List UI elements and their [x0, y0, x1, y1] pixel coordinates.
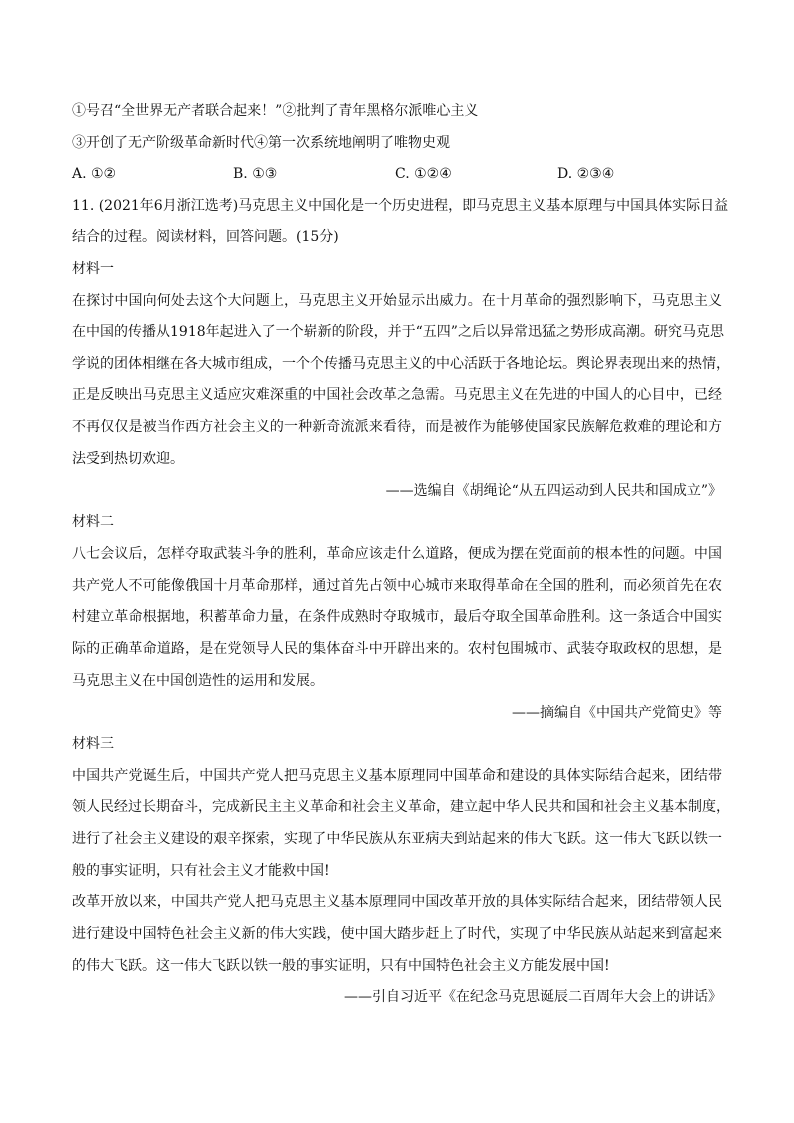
material-3-line: 般的事实证明，只有社会主义才能救中国! — [72, 863, 330, 879]
material-3-line: 领人民经过长期奋斗，完成新民主主义革命和社会主义革命，建立起中华人民共和国和社会主义基本制度， — [72, 799, 730, 815]
material-3-label: 材料三 — [72, 736, 114, 752]
material-3-line: 的伟大飞跃。这一伟大飞跃以铁一般的事实证明，只有中国特色社会主义方能发展中国! — [72, 958, 610, 974]
material-2-line: 村建立革命根据地，积蓄革命力量，在条件成熟时夺取城市，最后夺取全国革命胜利。这一条适合中国实 — [72, 609, 722, 625]
material-1-line: 在中国的传播从1918年起进入了一个崭新的阶段，并于“五四”之后以异常迅猛之势形成高潮。研究马克思 — [72, 324, 724, 340]
option-c[interactable]: C. ①②④ — [395, 166, 452, 182]
material-2-line: 八七会议后，怎样夺取武装斗争的胜利，革命应该走什么道路，便成为摆在党面前的根本性的问题。中国 — [72, 546, 722, 562]
q11-stem-line-1: 11. (2021年6月浙江选考)马克思主义中国化是一个历史进程，即马克思主义基本原理与中国具体实际日益 — [72, 198, 729, 214]
material-3-line: 中国共产党诞生后，中国共产党人把马克思主义基本原理同中国革命和建设的具体实际结合起来，团结带 — [72, 768, 722, 784]
q10-statement-line-2: ③开创了无产阶级革命新时代④第一次系统地阐明了唯物史观 — [72, 135, 450, 151]
option-a[interactable]: A. ①② — [72, 166, 117, 182]
q11-stem-line-2: 结合的过程。阅读材料，回答问题。(15分) — [72, 229, 339, 245]
material-3-source: ——引自习近平《在纪念马克思诞辰二百周年大会上的讲话》 — [344, 989, 722, 1005]
material-2-line: 共产党人不可能像俄国十月革命那样，通过首先占领中心城市来取得革命在全国的胜利，而必须首先在农 — [72, 578, 722, 594]
option-b[interactable]: B. ①③ — [233, 166, 278, 182]
material-3-line: 改革开放以来，中国共产党人把马克思主义基本原理同中国改革开放的具体实际结合起来，团结带领人民 — [72, 894, 722, 910]
material-1-label: 材料一 — [72, 261, 114, 277]
material-1-line: 不再仅仅是被当作西方社会主义的一种新奇流派来看待，而是被作为能够使国家民族解危救难的理论和方 — [72, 419, 722, 435]
material-1-line: 在探讨中国向何处去这个大问题上，马克思主义开始显示出威力。在十月革命的强烈影响下，马克思主义 — [72, 293, 722, 309]
material-2-source: ——摘编自《中国共产党简史》等 — [512, 705, 722, 721]
material-1-line: 学说的团体相继在各大城市组成，一个个传播马克思主义的中心活跃于各地论坛。舆论界表现出来的热情， — [72, 356, 730, 372]
material-3-line: 进行了社会主义建设的艰辛探索，实现了中华民族从东亚病夫到站起来的伟大飞跃。这一伟大飞跃以铁一 — [72, 831, 722, 847]
material-2-line: 马克思主义在中国创造性的运用和发展。 — [72, 673, 324, 689]
q10-statement-line-1: ①号召“全世界无产者联合起来！”②批判了青年黑格尔派唯心主义 — [72, 103, 479, 119]
material-2-line: 际的正确革命道路，是在党领导人民的集体奋斗中开辟出来的。农村包围城市、武装夺取政权的思想，是 — [72, 641, 722, 657]
material-3-line: 进行建设中国特色社会主义新的伟大实践，使中国大踏步赶上了时代，实现了中华民族从站起来到富起来 — [72, 926, 722, 942]
material-1-source: ——选编自《胡绳论“从五四运动到人民共和国成立”》 — [385, 483, 722, 499]
material-1-line: 正是反映出马克思主义适应灾难深重的中国社会改革之急需。马克思主义在先进的中国人的心目中，已经 — [72, 387, 722, 403]
option-d[interactable]: D. ②③④ — [557, 166, 615, 182]
material-1-line: 法受到热切欢迎。 — [72, 451, 184, 467]
material-2-label: 材料二 — [72, 514, 114, 530]
